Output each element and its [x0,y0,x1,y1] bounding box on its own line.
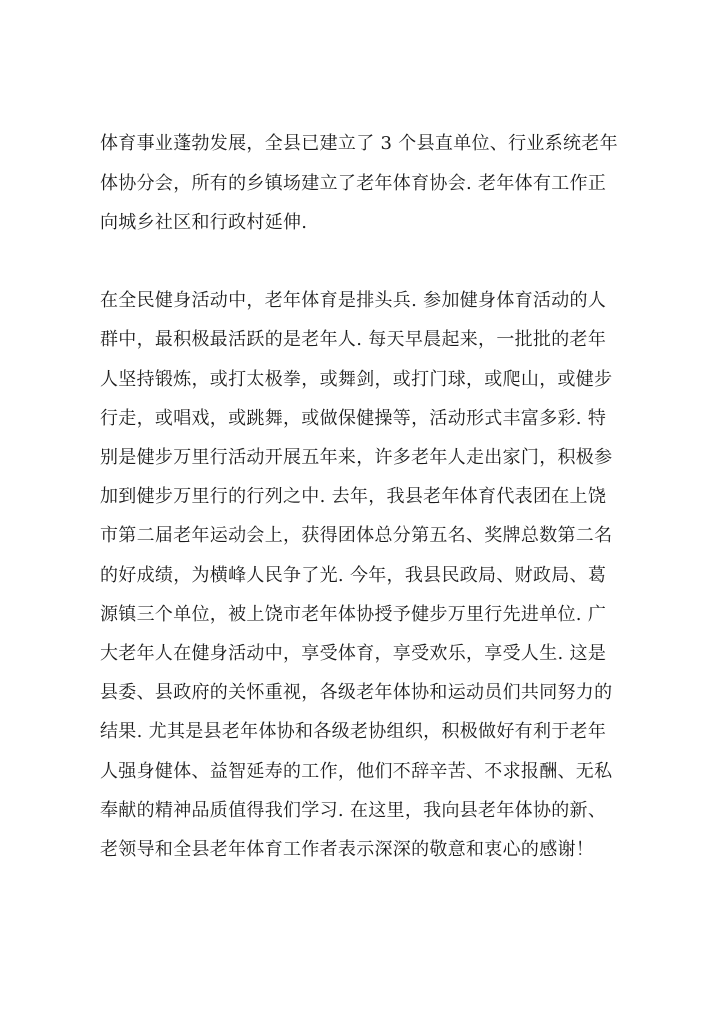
paragraph-line: 别是健步万里行活动开展五年来，许多老年人走出家门，积极参 [100,447,613,468]
paragraph-line: 体育事业蓬勃发展，全县已建立了 3 个县直单位、行业系统老年 [100,133,618,154]
paragraph-line: 人坚持锻炼，或打太极拳，或舞剑，或打门球，或爬山，或健步 [100,369,613,390]
paragraph-line: 向城乡社区和行政村延伸. [100,212,308,233]
paragraph-line: 在全民健身活动中，老年体育是排头兵. 参加健身体育活动的人 [100,290,607,311]
paragraph-line: 源镇三个单位，被上饶市老年体协授予健步万里行先进单位. 广 [100,604,607,625]
paragraph-line: 人强身健体、益智延寿的工作，他们不辞辛苦、不求报酬、无私 [100,761,613,782]
paragraph-line: 老领导和全县老年体育工作者表示深深的敬意和衷心的感谢！ [100,839,595,860]
paragraph-line: 的好成绩，为横峰人民争了光. 今年，我县民政局、财政局、葛 [100,565,607,586]
paragraph-line: 行走，或唱戏，或跳舞，或做保健操等，活动形式丰富多彩. 特 [100,408,607,429]
paragraph-line: 奉献的精神品质值得我们学习. 在这里，我向县老年体协的新、 [100,800,607,821]
paragraph-line: 加到健步万里行的行列之中. 去年，我县老年体育代表团在上饶 [100,486,607,507]
paragraph-line: 大老年人在健身活动中，享受体育，享受欢乐，享受人生. 这是 [100,643,607,664]
paragraph-line: 市第二届老年运动会上，获得团体总分第五名、奖牌总数第二名 [100,525,613,546]
paragraph-line: 体协分会，所有的乡镇场建立了老年体育协会. 老年体有工作正 [100,173,607,194]
paragraph-line: 结果. 尤其是县老年体协和各级老协组织，积极做好有利于老年 [100,721,607,742]
paragraph-line: 群中，最积极最活跃的是老年人. 每天早晨起来，一批批的老年 [100,329,607,350]
paragraph-line: 县委、县政府的关怀重视，各级老年体协和运动员们共同努力的 [100,682,613,703]
